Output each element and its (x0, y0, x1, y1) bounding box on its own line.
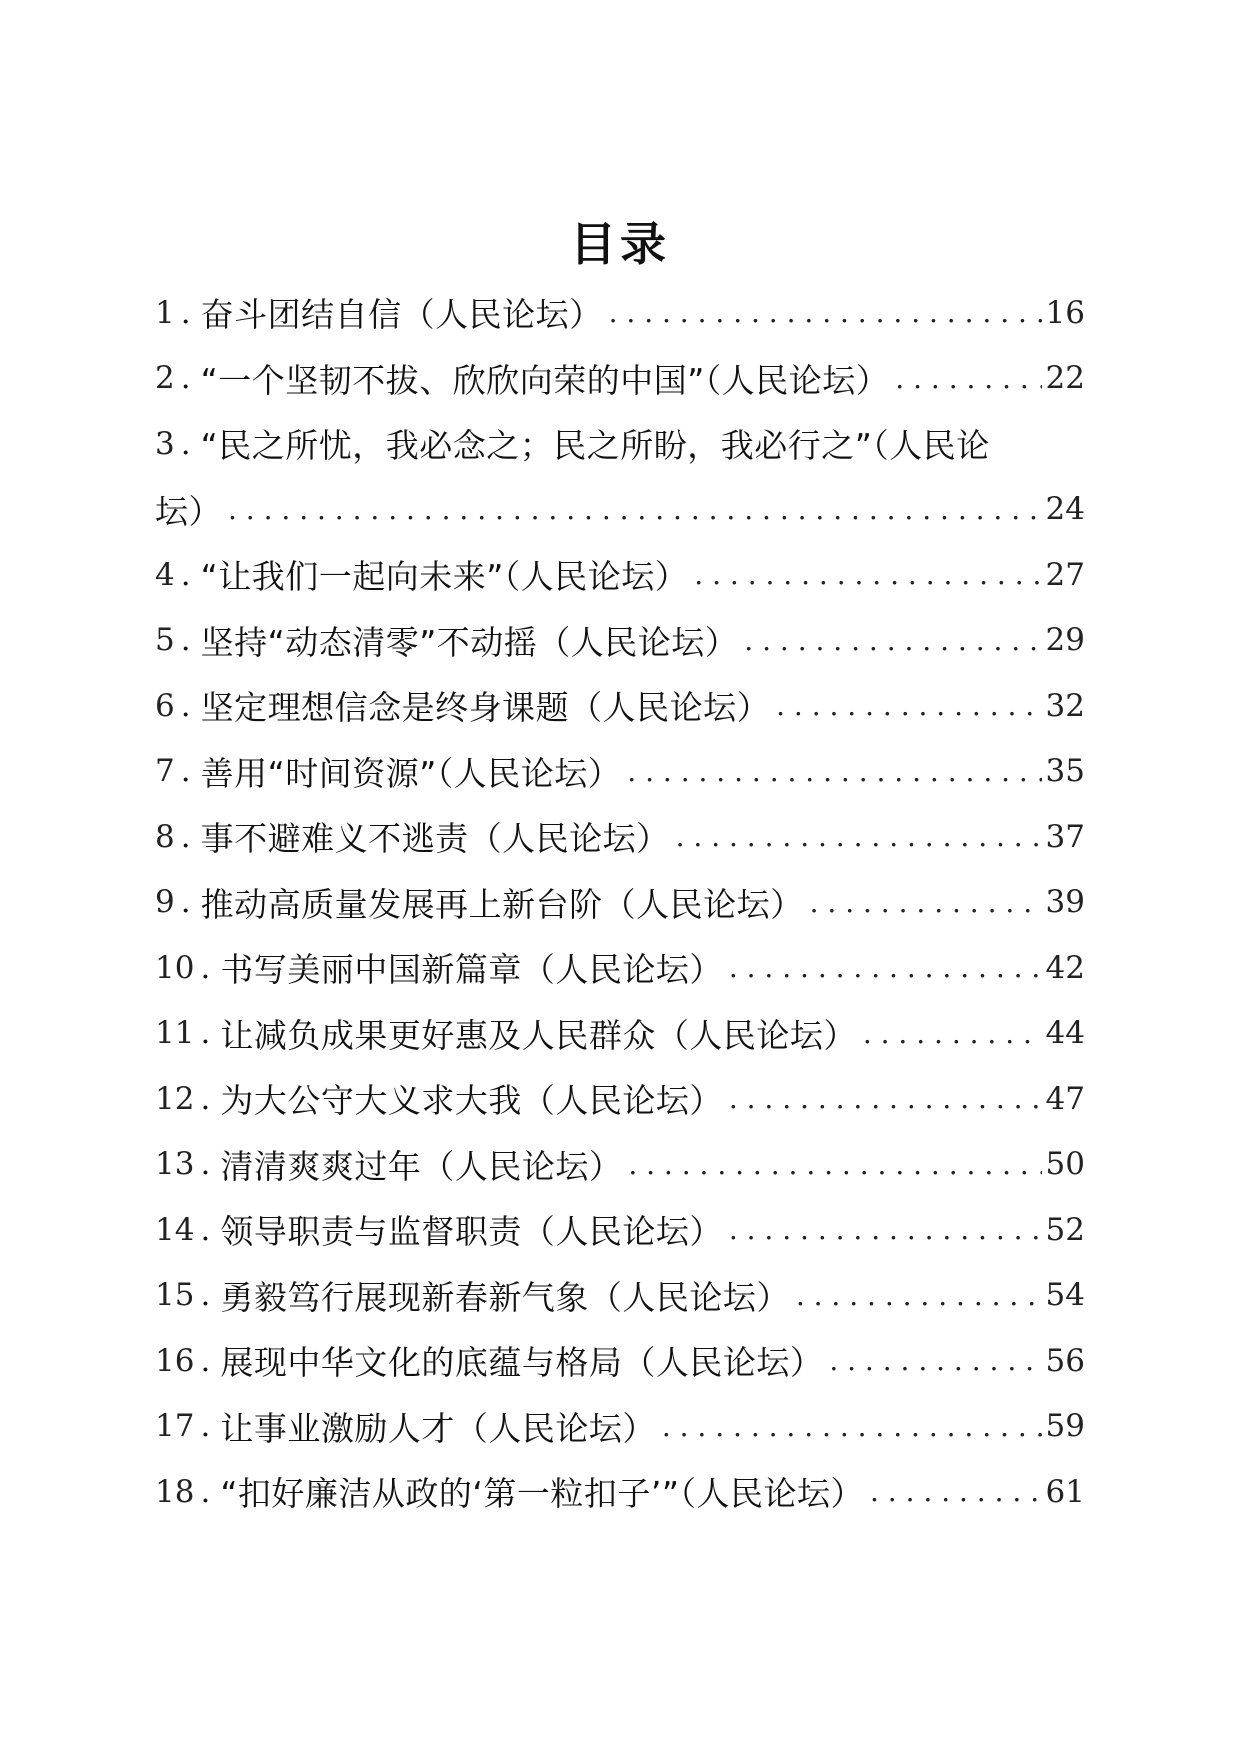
toc-entry-10[interactable] (155, 935, 1085, 1001)
entry-page-number: 22 (1045, 360, 1085, 397)
dot-leader (656, 1410, 1042, 1443)
entry-separator: . (200, 1342, 211, 1379)
entry-separator: . (180, 687, 191, 724)
entry-number: 13 (155, 1146, 195, 1183)
entry-title: “让我们一起向未来”（人民论坛） (200, 557, 689, 597)
entry-number: 4 (155, 556, 175, 593)
entry-title: “一个坚韧不拔、欣欣向荣的中国”（人民论坛） (200, 360, 890, 400)
entry-title: 清清爽爽过年（人民论坛） (220, 1146, 623, 1186)
dot-leader (670, 820, 1042, 853)
entry-number: 3 (155, 425, 175, 462)
entry-page-number: 44 (1045, 1015, 1085, 1052)
entry-page-number: 47 (1045, 1080, 1085, 1117)
dot-leader (857, 1017, 1042, 1050)
entry-separator: . (180, 884, 191, 921)
entry-separator: . (200, 1146, 211, 1183)
dot-leader (622, 1148, 1041, 1181)
entry-title: 推动高质量发展再上新台阶（人民论坛） (200, 884, 804, 924)
entry-title: 书写美丽中国新篇章（人民论坛） (220, 950, 723, 990)
entry-separator: . (200, 1080, 211, 1117)
entry-page-number: 61 (1045, 1473, 1085, 1510)
toc-entry-9[interactable] (155, 870, 1085, 936)
entry-separator: . (180, 425, 191, 462)
toc-entry-8[interactable] (155, 804, 1085, 870)
entry-page-number: 50 (1045, 1146, 1085, 1183)
toc-entry-13[interactable] (155, 1132, 1085, 1198)
entry-title: “扣好廉洁从政的‘第一粒扣子’”（人民论坛） (220, 1474, 864, 1514)
toc-list (155, 280, 1085, 1525)
toc-entry-12[interactable] (155, 1066, 1085, 1132)
entry-page-number: 37 (1045, 818, 1085, 855)
dot-leader (603, 296, 1042, 329)
entry-number: 11 (155, 1015, 195, 1052)
toc-entry-3-line-1[interactable] (155, 411, 1085, 477)
toc-entry-6[interactable] (155, 673, 1085, 739)
entry-number: 5 (155, 622, 175, 659)
dot-leader (723, 1082, 1042, 1115)
entry-number: 2 (155, 360, 175, 397)
entry-title: 勇毅笃行展现新春新气象（人民论坛） (220, 1277, 790, 1317)
dot-leader (864, 1475, 1042, 1508)
entry-separator: . (180, 753, 191, 790)
entry-title-line-2: 坛） (155, 491, 222, 531)
toc-entry-3-line-2[interactable] (155, 477, 1085, 543)
entry-number: 18 (155, 1473, 195, 1510)
entry-page-number: 29 (1045, 622, 1085, 659)
dot-leader (723, 951, 1042, 984)
entry-number: 1 (155, 294, 175, 331)
entry-separator: . (200, 1277, 211, 1314)
entry-number: 6 (155, 687, 175, 724)
entry-number: 9 (155, 884, 175, 921)
entry-page-number: 35 (1045, 753, 1085, 790)
toc-entry-14[interactable] (155, 1197, 1085, 1263)
toc-entry-18[interactable] (155, 1459, 1085, 1525)
entry-separator: . (180, 294, 191, 331)
entry-page-number: 54 (1045, 1277, 1085, 1314)
entry-separator: . (200, 1408, 211, 1445)
dot-leader (790, 1279, 1042, 1312)
entry-number: 7 (155, 753, 175, 790)
entry-title: 让减负成果更好惠及人民群众（人民论坛） (220, 1015, 857, 1055)
entry-title: 奋斗团结自信（人民论坛） (200, 295, 603, 335)
entry-title: 坚持“动态清零”不动摇（人民论坛） (200, 622, 739, 662)
toc-entry-1[interactable] (155, 280, 1085, 346)
entry-separator: . (180, 622, 191, 659)
dot-leader (823, 1344, 1041, 1377)
entry-title: 事不避难义不逃责（人民论坛） (200, 819, 670, 859)
dot-leader (770, 689, 1041, 722)
entry-number: 14 (155, 1211, 195, 1248)
page-title: 目录 (570, 217, 670, 271)
dot-leader (889, 362, 1041, 395)
dot-leader (738, 624, 1041, 657)
toc-entry-11[interactable] (155, 1001, 1085, 1067)
entry-page-number: 42 (1045, 949, 1085, 986)
toc-entry-7[interactable] (155, 739, 1085, 805)
entry-title: 坚定理想信念是终身课题（人民论坛） (200, 688, 771, 728)
toc-entry-15[interactable] (155, 1263, 1085, 1329)
toc-entry-2[interactable] (155, 346, 1085, 412)
entry-number: 10 (155, 949, 195, 986)
entry-separator: . (180, 360, 191, 397)
entry-page-number: 39 (1045, 884, 1085, 921)
toc-entry-5[interactable] (155, 608, 1085, 674)
entry-separator: . (200, 949, 211, 986)
entry-separator: . (200, 1211, 211, 1248)
entry-number: 17 (155, 1408, 195, 1445)
entry-title: 为大公守大义求大我（人民论坛） (220, 1081, 723, 1121)
entry-page-number: 32 (1045, 687, 1085, 724)
dot-leader (222, 493, 1042, 526)
entry-title: 让事业激励人才（人民论坛） (220, 1408, 656, 1448)
entry-separator: . (180, 818, 191, 855)
toc-entry-16[interactable] (155, 1328, 1085, 1394)
dot-leader (804, 886, 1042, 919)
entry-number: 8 (155, 818, 175, 855)
entry-page-number: 56 (1045, 1342, 1085, 1379)
dot-leader (621, 755, 1041, 788)
entry-number: 16 (155, 1342, 195, 1379)
entry-number: 12 (155, 1080, 195, 1117)
entry-page-number: 27 (1045, 556, 1085, 593)
entry-page-number: 24 (1045, 491, 1085, 528)
entry-title: 善用“时间资源”（人民论坛） (200, 753, 622, 793)
entry-separator: . (180, 556, 191, 593)
dot-leader (688, 558, 1041, 591)
entry-title: 展现中华文化的底蕴与格局（人民论坛） (220, 1343, 824, 1383)
entry-title: 领导职责与监督职责（人民论坛） (220, 1212, 723, 1252)
entry-title-line-1: “民之所忧，我必念之；民之所盼，我必行之”（人民论 (200, 426, 990, 466)
toc-entry-4[interactable] (155, 542, 1085, 608)
entry-separator: . (200, 1015, 211, 1052)
entry-page-number: 59 (1045, 1408, 1085, 1445)
entry-number: 15 (155, 1277, 195, 1314)
entry-separator: . (200, 1473, 211, 1510)
entry-page-number: 52 (1045, 1211, 1085, 1248)
toc-entry-17[interactable] (155, 1394, 1085, 1460)
dot-leader (723, 1213, 1042, 1246)
entry-page-number: 16 (1045, 294, 1085, 331)
